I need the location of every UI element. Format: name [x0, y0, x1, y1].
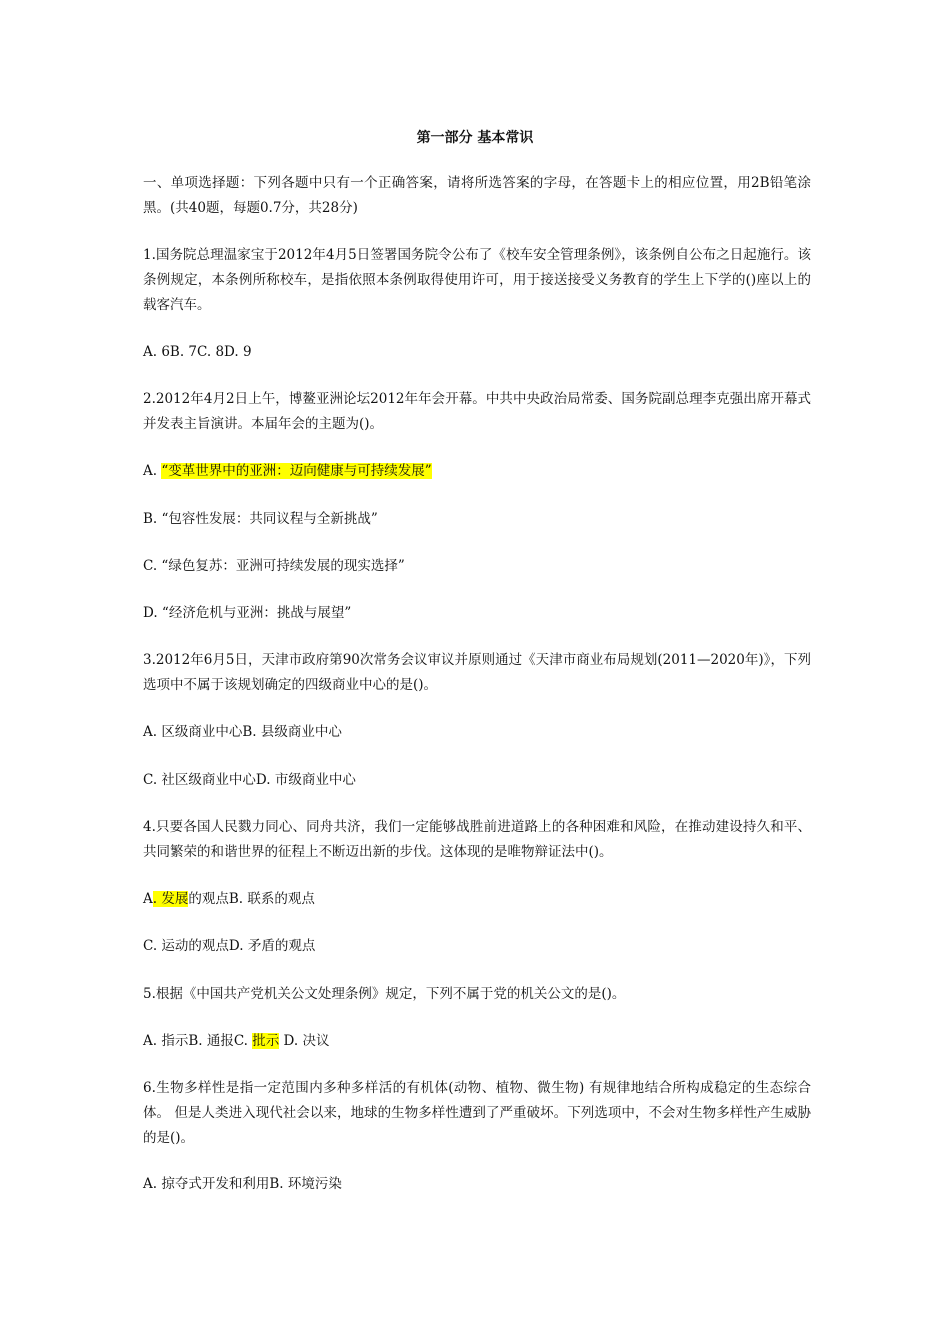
option-c-highlighted-text: 批示 — [252, 1033, 280, 1049]
question-4-options-1 — [143, 887, 315, 912]
question-2-option-c: C. “绿色复苏：亚洲可持续发展的现实选择” — [143, 558, 405, 574]
page-title: 第一部分 基本常识 — [416, 130, 534, 146]
options-before-text: A. 指示B. 通报C. — [143, 1033, 253, 1049]
question-2-option-d: D. “经济危机与亚洲：挑战与展望” — [143, 605, 352, 621]
option-a-prefix: A. — [143, 463, 162, 479]
question-2-option-a — [143, 459, 432, 484]
question-3-options-1: A. 区级商业中心B. 县级商业中心 — [143, 724, 342, 740]
options-after-text: D. 决议 — [279, 1033, 330, 1049]
question-1-stem: 1.国务院总理温家宝于2012年4月5日签署国务院令公布了《校车安全管理条例》，该条例自公布之日起施行。该条例规定，本条例所称校车，是指依照本条例取得使用许可，用于接送接受义务教育的学生上下学的()座以上的载客汽车。 — [143, 247, 811, 313]
section-intro: 一、单项选择题：下列各题中只有一个正确答案，请将所选答案的字母，在答题卡上的相应位置，用2B铅笔涂黑。(共40题，每题0.7分，共28分) — [143, 175, 811, 216]
option-a-letter: A — [143, 891, 153, 907]
question-2-option-b: B. “包容性发展：共同议程与全新挑战” — [143, 511, 378, 527]
question-6-options-1: A. 掠夺式开发和利用B. 环境污染 — [143, 1176, 342, 1192]
question-6-stem: 6.生物多样性是指一定范围内多种多样活的有机体(动物、植物、微生物) 有规律地结合所构成稳定的生态综合体。 但是人类进入现代社会以来，地球的生物多样性遭到了严重破坏。下列选项中，不会对生物多样性产生威胁的是()。 — [143, 1080, 811, 1146]
option-a-highlighted-text: “变革世界中的亚洲：迈向健康与可持续发展” — [161, 463, 432, 479]
question-5-stem: 5.根据《中国共产党机关公文处理条例》规定，下列不属于党的机关公文的是()。 — [143, 986, 626, 1002]
question-4-options-2: C. 运动的观点D. 矛盾的观点 — [143, 938, 316, 954]
option-rest-text: 的观点B. 联系的观点 — [188, 891, 315, 907]
question-1-options: A. 6B. 7C. 8D. 9 — [143, 344, 252, 360]
option-a-highlighted-text: . 发展 — [152, 891, 189, 907]
question-2-stem: 2.2012年4月2日上午，博鳌亚洲论坛2012年年会开幕。中共中央政治局常委、国务院副总理李克强出席开幕式并发表主旨演讲。本届年会的主题为()。 — [143, 391, 811, 432]
question-5-options — [143, 1029, 329, 1054]
question-3-options-2: C. 社区级商业中心D. 市级商业中心 — [143, 772, 356, 788]
question-3-stem: 3.2012年6月5日，天津市政府第90次常务会议审议并原则通过《天津市商业布局规划(2011—2020年)》，下列选项中不属于该规划确定的四级商业中心的是()。 — [143, 652, 811, 693]
question-4-stem: 4.只要各国人民戮力同心、同舟共济，我们一定能够战胜前进道路上的各种困难和风险，在推动建设持久和平、共同繁荣的和谐世界的征程上不断迈出新的步伐。这体现的是唯物辩证法中()。 — [143, 819, 811, 860]
